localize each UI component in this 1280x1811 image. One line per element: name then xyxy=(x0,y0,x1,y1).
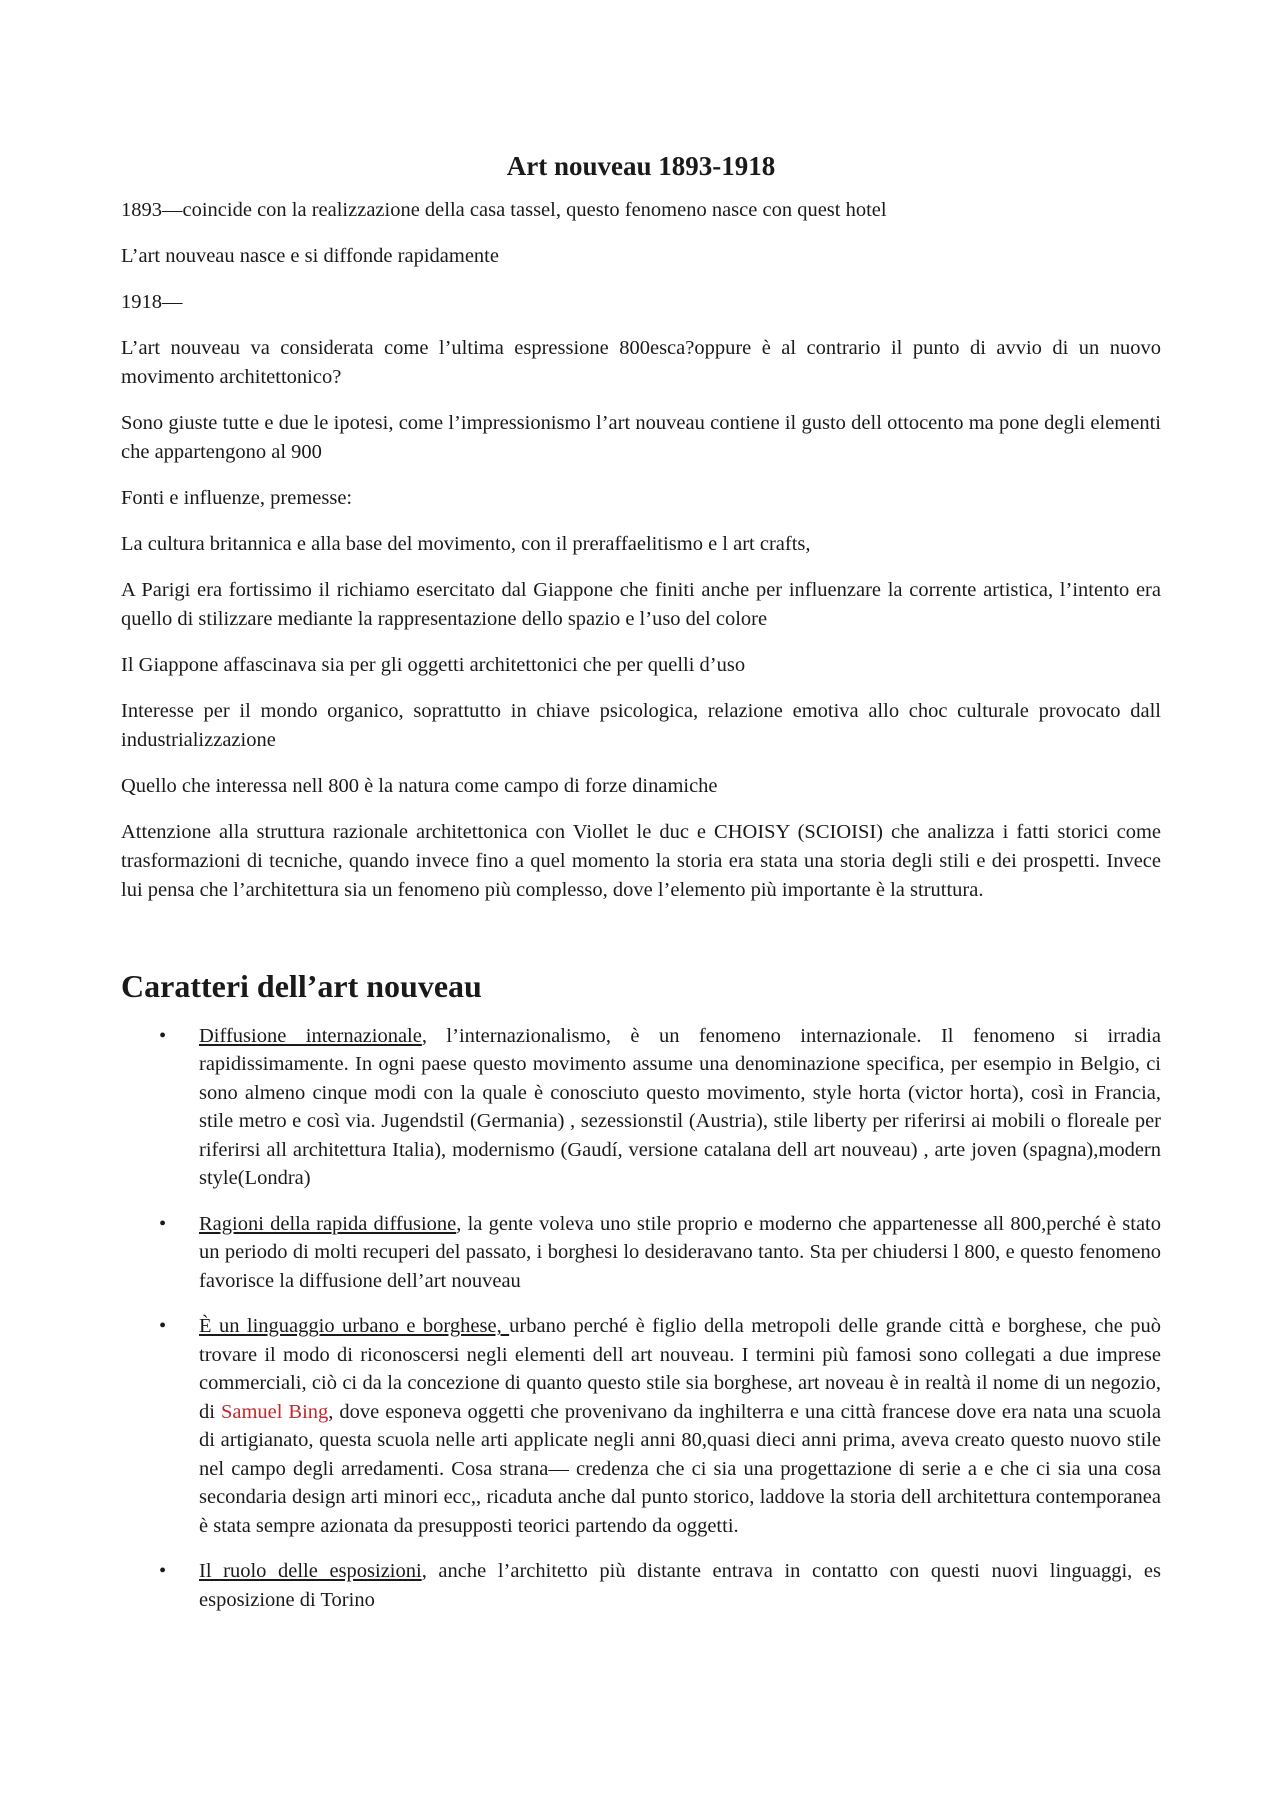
intro-paragraph-7: La cultura britannica e alla base del movimento, con il preraffaelitismo e l art crafts, xyxy=(121,533,811,556)
bullet-text: , la gente voleva uno stile proprio e moderno che appartenesse all 800,perché è stato un periodo di molti recuperi del passato, i borghesi lo desideravano tanto. Sta per chiudersi l 800, e questo fenomeno favorisce la diffusione dell’art nouveau xyxy=(199,1212,1161,1292)
intro-paragraph-11: Quello che interessa nell 800 è la natura come campo di forze dinamiche xyxy=(121,775,718,798)
list-item xyxy=(121,1557,1161,1614)
intro-paragraph-9: Il Giappone affascinava sia per gli oggetti architettonici che per quelli d’uso xyxy=(121,654,746,677)
bullet-marker: • xyxy=(159,1024,167,1047)
bullet-marker: • xyxy=(159,1560,167,1583)
list-item xyxy=(121,1022,1161,1193)
bullet-text: urbano perché è figlio della metropoli delle grande città e borghese, che può trovare il modo di riconoscersi negli elementi dell art nouveau. I termini più famosi sono collegati a due imprese commerciali, ciò ci da la concezione di quanto questo stile sia borghese, art noveau è in realtà il nome di un negozio, di xyxy=(199,1315,1161,1423)
document-title: Art nouveau 1893-1918 xyxy=(506,151,776,181)
list-item xyxy=(121,1312,1161,1540)
intro-paragraph-12: Attenzione alla struttura razionale architettonica con Viollet le duc e CHOISY (SCIOISI) che analizza i fatti storici come trasformazioni di tecniche, quando invece fino a quel momento la storia era stata una storia degli stili e dei prospetti. Invece lui pensa che l’architettura sia un fenomeno più complesso, dove l’elemento più importante è la struttura. xyxy=(121,821,1161,902)
bullet-list xyxy=(121,1022,1161,1615)
intro-paragraph-1: 1893—coincide con la realizzazione della casa tassel, questo fenomeno nasce con quest hotel xyxy=(121,199,887,222)
samuel-bing-highlight: Samuel Bing xyxy=(220,1400,329,1423)
intro-paragraph-3: 1918— xyxy=(121,291,183,314)
list-item xyxy=(121,1210,1161,1296)
intro-paragraph-10: Interesse per il mondo organico, soprattutto in chiave psicologica, relazione emotiva allo choc culturale provocato dall industrializzazione xyxy=(121,700,1161,752)
bullet-text: , l’internazionalismo, è un fenomeno internazionale. Il fenomeno si irradia rapidissimamente. In ogni paese questo movimento assume una denominazione specifica, per esempio in Belgio, ci sono almeno cinque modi con la quale è conosciuto questo movimento, style horta (victor horta), così in Francia, stile metro e così via. Jugendstil (Germania) , sezessionstil (Austria), stile liberty per riferirsi ai mobili o floreale per riferirsi all architettura Italia), modernismo (Gaudí, versione catalana dell art nouveau) , arte joven (spagna),modern style(Londra) xyxy=(199,1024,1161,1190)
bullet-heading: Il ruolo delle esposizioni xyxy=(199,1560,422,1583)
bullet-text: , anche l’architetto più distante entrava in contatto con questi nuovi linguaggi, es esposizione di Torino xyxy=(199,1560,1161,1611)
bullet-marker: • xyxy=(159,1212,167,1235)
bullet-heading: Ragioni della rapida diffusione xyxy=(199,1212,457,1235)
bullet-text-continued: , dove esponeva oggetti che provenivano da inghilterra e una città francese dove era nata una scuola di artigianato, questa scuola nelle arti applicate negli anni 80,quasi dieci anni prima, aveva creato questo nuovo stile nel campo degli arredamenti. Cosa strana— credenza che ci sia una progettazione di serie a e che ci sia una cosa secondaria design arti minori ecc,, ricaduta anche dal punto storico, laddove la storia dell architettura contemporanea è stata sempre azionata da presupposti teorici partendo da oggetti. xyxy=(199,1400,1161,1537)
bullet-marker: • xyxy=(159,1315,167,1338)
bullet-heading: È un linguaggio urbano e borghese, xyxy=(199,1315,510,1338)
section-heading: Caratteri dell’art nouveau xyxy=(121,968,482,1005)
document-page xyxy=(121,150,1161,1631)
bullet-heading: Diffusione internazionale xyxy=(199,1024,422,1047)
intro-paragraph-2: L’art nouveau nasce e si diffonde rapidamente xyxy=(121,245,499,268)
intro-paragraph-8: A Parigi era fortissimo il richiamo esercitato dal Giappone che finiti anche per influenzare la corrente artistica, l’intento era quello di stilizzare mediante la rappresentazione dello spazio e l’uso del colore xyxy=(121,579,1161,631)
intro-paragraph-4: L’art nouveau va considerata come l’ultima espressione 800esca?oppure è al contrario il punto di avvio di un nuovo movimento architettonico? xyxy=(121,337,1161,389)
intro-paragraph-6: Fonti e influenze, premesse: xyxy=(121,487,353,510)
intro-paragraph-5: Sono giuste tutte e due le ipotesi, come l’impressionismo l’art nouveau contiene il gusto dell ottocento ma pone degli elementi che appartengono al 900 xyxy=(121,412,1161,464)
